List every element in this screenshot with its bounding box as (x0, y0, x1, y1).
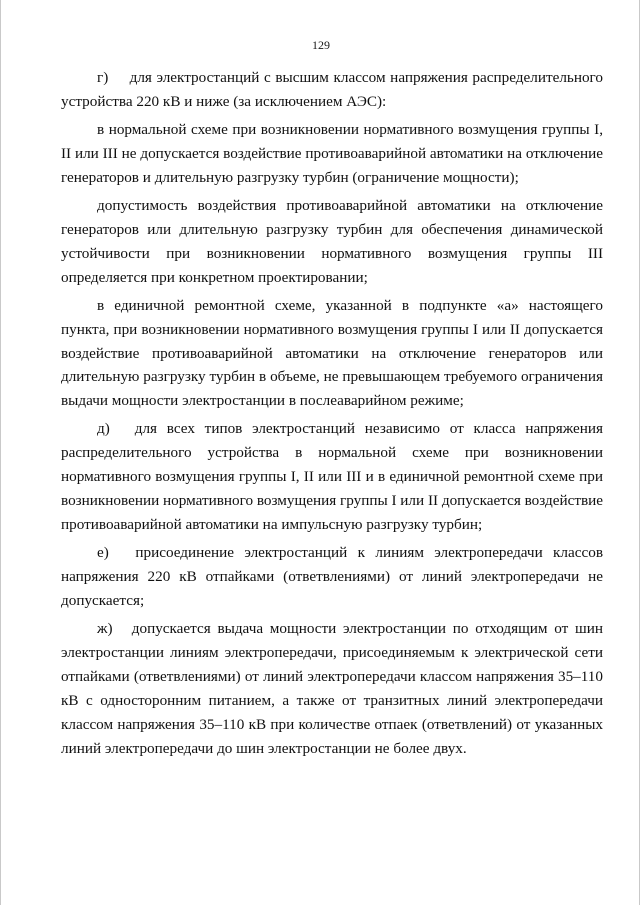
paragraph-text: допускается выдача мощности электростанции по отходящим от шин электростанции линиям электропередачи, присоединяемым к электрической сети отпайками (ответвлениями) от линий электропередачи классом напряжения 35–110 кВ с односторонним питанием, а также от транзитных линий электропередачи классом напряжения 35–110 кВ при количестве отпаек (ответвлений) от указанных линий электропередачи до шин электростанции не более двух. (61, 620, 604, 757)
list-marker: г) (97, 69, 109, 86)
paragraph (61, 118, 603, 190)
list-marker: е) (97, 544, 109, 562)
paragraph-text: допустимость воздействия противоаварийной автоматики на отключение генераторов или длительную разгрузку турбин для обеспечения динамической устойчивости при возникновении нормативного возмущения группы III определяется при конкретном проектировании; (61, 196, 603, 286)
paragraph-g (61, 66, 603, 114)
list-marker: д) (97, 420, 110, 438)
paragraph-text: в нормальной схеме при возникновении нормативного возмущения группы I, II или III не допускается воздействие противоаварийной автоматики на отключение генераторов и длительную разгрузку турбин (ограничение мощности); (61, 121, 603, 186)
document-body (61, 66, 603, 765)
paragraph-zh (61, 617, 603, 760)
paragraph (61, 194, 603, 290)
paragraph (61, 294, 603, 414)
paragraph-text: для электростанций с высшим классом напряжения распределительного устройства 220 кВ и ниже (за исключением АЭС): (61, 69, 603, 110)
paragraph-d (61, 417, 603, 537)
list-marker: ж) (97, 620, 113, 638)
paragraph-text: для всех типов электростанций независимо от класса напряжения распределительного устройства в нормальной схеме при возникновении нормативного возмущения группы I, II или III и в единичной ремонтной схеме при возникновении нормативного возмущения группы I или II допускается воздействие противоаварийной автоматики на импульсную разгрузку турбин; (61, 420, 604, 534)
paragraph-text: в единичной ремонтной схеме, указанной в подпункте «а» настоящего пункта, при возникновении нормативного возмущения группы I или II допускается воздействие противоаварийной автоматики на отключение генераторов или длительную разгрузку турбин в объеме, не превышающем требуемого ограничения выдачи мощности электростанции в послеаварийном режиме; (61, 296, 603, 410)
page-number: 129 (312, 38, 330, 52)
paragraph-e (61, 541, 603, 613)
paragraph-text: присоединение электростанций к линиям электропередачи классов напряжения 220 кВ отпайками (ответвлениями) от линий электропередачи не допускается; (61, 544, 603, 609)
